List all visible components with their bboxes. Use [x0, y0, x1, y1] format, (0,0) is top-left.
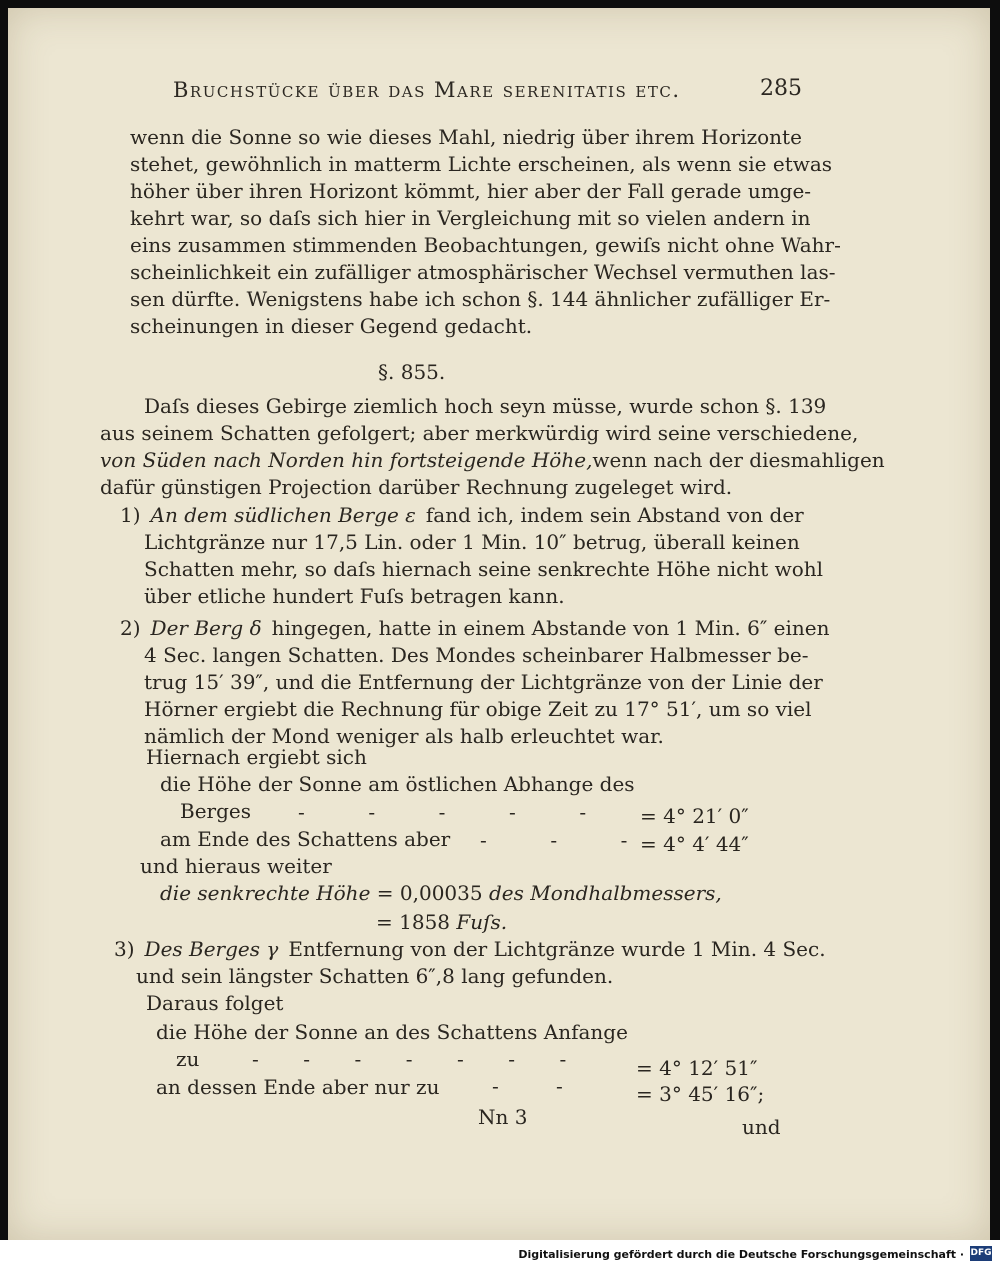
item1-line: über etliche hundert Fuſs betragen kann.	[144, 584, 565, 608]
footer-bar	[0, 1240, 1000, 1268]
calc-value: = 4° 12′ 51″	[636, 1056, 758, 1080]
book-page	[8, 8, 990, 1240]
item3-line: und sein längster Schatten 6″,8 lang gefunden.	[136, 964, 614, 988]
italic-phrase: An dem südlichen Berge ε	[150, 503, 416, 527]
paragraph2-line: aus seinem Schatten gefolgert; aber merkwürdig wird seine verschiedene,	[100, 421, 859, 445]
signature-mark: Nn 3	[478, 1105, 528, 1129]
calc-value: = 4° 4′ 44″	[640, 832, 749, 856]
paragraph1-line: sen dürfte. Wenigstens habe ich schon §. 144 ähnlicher zufälliger Er-	[130, 287, 831, 311]
item2-line: 4 Sec. langen Schatten. Des Mondes scheinbarer Halbmesser be-	[144, 643, 809, 667]
paragraph1-line: eins zusammen stimmenden Beobachtungen, gewiſs nicht ohne Wahr-	[130, 233, 841, 257]
item1-line: Schatten mehr, so daſs hiernach seine senkrechte Höhe nicht wohl	[144, 557, 824, 581]
paragraph2-line: Daſs dieses Gebirge ziemlich hoch seyn müsse, wurde schon §. 139	[144, 394, 827, 418]
item1-first-line	[120, 502, 804, 528]
calc-intro: Hiernach ergiebt sich	[146, 745, 367, 769]
dash-leader: - - -	[480, 828, 628, 852]
calc-value: = 0,00035	[376, 881, 483, 905]
italic-phrase: Fuſs.	[456, 910, 508, 934]
calc-value: = 1858	[376, 910, 451, 934]
paragraph1-line: scheinungen in dieser Gegend gedacht.	[130, 314, 533, 338]
italic-phrase: Des Berges γ	[144, 937, 279, 961]
calc-label: am Ende des Schattens aber	[160, 827, 451, 851]
paragraph1-line: stehet, gewöhnlich in matterm Lichte erscheinen, als wenn sie etwas	[130, 152, 833, 176]
dfg-logo: DFG	[970, 1246, 992, 1261]
paragraph1-line: kehrt war, so daſs sich hier in Vergleichung mit so vielen andern in	[130, 206, 811, 230]
dash-leader: - -	[492, 1074, 563, 1098]
italic-phrase: von Süden nach Norden hin fortsteigende Höhe,	[100, 448, 593, 472]
text-run: hingegen, hatte in einem Abstande von 1 Min. 6″ einen	[271, 616, 830, 640]
calc-label: und hieraus weiter	[140, 854, 332, 878]
italic-phrase: des Mondhalbmessers,	[488, 881, 722, 905]
paragraph1-line: wenn die Sonne so wie dieses Mahl, niedrig über ihrem Horizonte	[130, 125, 802, 149]
paragraph1-line: scheinlichkeit ein zufälliger atmosphärischer Wechsel vermuthen las-	[130, 260, 836, 284]
text-run: wenn nach der diesmahligen	[592, 448, 885, 472]
calc-label: die Höhe der Sonne am östlichen Abhange des	[160, 772, 635, 796]
section-heading: §. 855.	[378, 360, 446, 384]
calc-intro: Daraus folget	[146, 991, 284, 1015]
item-number: 3)	[114, 937, 135, 961]
item3-first-line	[114, 936, 826, 962]
item1-line: Lichtgränze nur 17,5 Lin. oder 1 Min. 10″ betrug, überall keinen	[144, 530, 800, 554]
dash-leader: - - - - - - -	[252, 1047, 567, 1071]
header-title: Bruchstücke über das Mare serenitatis etc.	[173, 78, 681, 102]
paragraph2-line: dafür günstigen Projection darüber Rechnung zugeleget wird.	[100, 475, 733, 499]
paragraph2-line	[100, 447, 885, 473]
dash-leader: - - - - -	[298, 800, 587, 824]
calc-label: Berges	[180, 799, 251, 823]
page-number: 285	[760, 76, 802, 101]
italic-phrase: die senkrechte Höhe	[160, 881, 371, 905]
item2-line: Hörner ergiebt die Rechnung für obige Zeit zu 17° 51′, um so viel	[144, 697, 812, 721]
funding-credit: Digitalisierung gefördert durch die Deutsche Forschungsgemeinschaft ·	[518, 1248, 964, 1261]
calc-label: die Höhe der Sonne an des Schattens Anfange	[156, 1020, 628, 1044]
item2-first-line	[120, 615, 830, 641]
height-line	[160, 880, 722, 906]
item2-line: nämlich der Mond weniger als halb erleuchtet war.	[144, 724, 664, 748]
text-run: fand ich, indem sein Abstand von der	[425, 503, 804, 527]
running-header	[8, 68, 990, 108]
calc-label: an dessen Ende aber nur zu	[156, 1075, 440, 1099]
catchword: und	[742, 1115, 781, 1139]
italic-phrase: Der Berg δ	[150, 616, 262, 640]
item-number: 1)	[120, 503, 141, 527]
item-number: 2)	[120, 616, 141, 640]
feet-line	[376, 909, 507, 935]
paragraph1-line: höher über ihren Horizont kömmt, hier aber der Fall gerade umge-	[130, 179, 812, 203]
calc-value: = 3° 45′ 16″;	[636, 1082, 765, 1106]
item2-line: trug 15′ 39″, und die Entfernung der Lichtgränze von der Linie der	[144, 670, 823, 694]
text-run: Entfernung von der Lichtgränze wurde 1 Min. 4 Sec.	[288, 937, 826, 961]
calc-value: = 4° 21′ 0″	[640, 804, 749, 828]
calc-label: zu	[176, 1047, 200, 1071]
